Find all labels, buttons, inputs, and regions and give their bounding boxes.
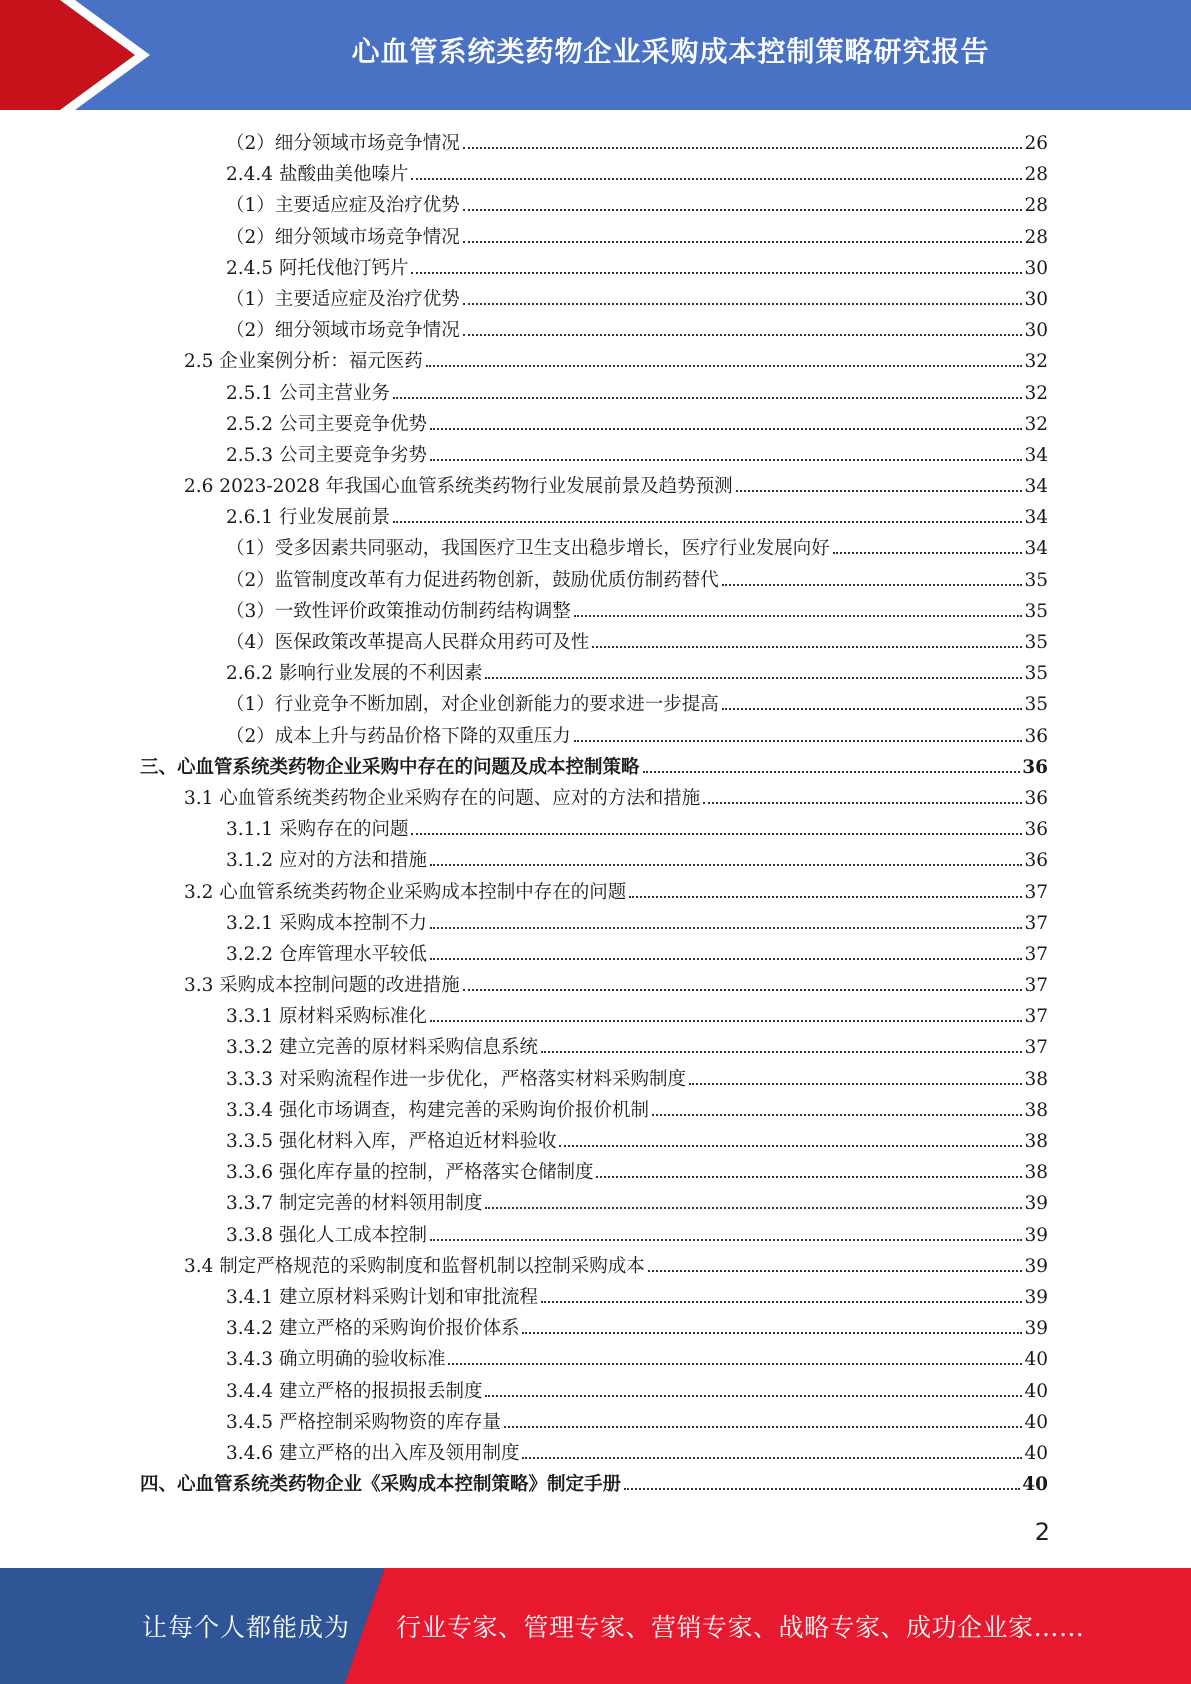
toc-entry[interactable] <box>140 689 1048 720</box>
toc-entry[interactable] <box>140 1282 1048 1313</box>
toc-dot-leader <box>736 489 1023 492</box>
toc-dot-leader <box>574 739 1023 742</box>
toc-dot-leader <box>448 1362 1022 1365</box>
toc-entry-page: 40 <box>1024 1442 1048 1464</box>
toc-entry[interactable] <box>140 1313 1048 1344</box>
toc-entry-page: 39 <box>1024 1255 1048 1277</box>
toc-entry-page: 35 <box>1024 694 1048 716</box>
toc-entry[interactable] <box>140 159 1048 190</box>
toc-entry-page: 36 <box>1024 725 1048 747</box>
toc-entry-label: 3.3.7 制定完善的材料领用制度 <box>226 1193 483 1215</box>
toc-entry[interactable] <box>140 1126 1048 1157</box>
toc-dot-leader <box>393 396 1022 399</box>
toc-entry-page: 30 <box>1024 288 1048 310</box>
toc-entry-label: 3.1.2 应对的方法和措施 <box>226 850 427 872</box>
toc-entry-label: （2）细分领域市场竞争情况 <box>226 320 460 342</box>
toc-dot-leader <box>393 520 1022 523</box>
toc-entry-label: 2.5.3 公司主要竞争劣势 <box>226 444 427 466</box>
toc-entry-label: 3.4.4 建立严格的报损报丢制度 <box>226 1380 483 1402</box>
toc-entry[interactable] <box>140 565 1048 596</box>
toc-dot-leader <box>463 146 1023 149</box>
toc-dot-leader <box>629 895 1022 898</box>
toc-entry-label: 3.3.5 强化材料入库，严格迫近材料验收 <box>226 1131 557 1152</box>
toc-dot-leader <box>430 926 1022 929</box>
toc-entry[interactable] <box>140 1438 1048 1469</box>
toc-entry-page: 40 <box>1022 1474 1048 1496</box>
toc-entry-label: （3）一致性评价政策推动仿制药结构调整 <box>226 600 571 622</box>
toc-entry-page: 40 <box>1024 1349 1048 1371</box>
toc-entry-label: 3.2 心血管系统类药物企业采购成本控制中存在的问题 <box>184 881 627 903</box>
table-of-contents <box>140 128 1048 1500</box>
toc-entry-label: 3.3.4 强化市场调查，构建完善的采购询价报价机制 <box>226 1099 649 1121</box>
footer-slogan-right: 行业专家、管理专家、营销专家、战略专家、成功企业家…… <box>396 1613 1085 1642</box>
toc-entry-label: 3.2.2 仓库管理水平较低 <box>226 943 427 965</box>
toc-entry-page: 36 <box>1024 850 1048 872</box>
toc-entry-label: 3.4.6 建立严格的出入库及领用制度 <box>226 1442 520 1464</box>
toc-entry-page: 34 <box>1024 476 1048 498</box>
toc-entry[interactable] <box>140 1220 1048 1251</box>
toc-entry[interactable] <box>140 1157 1048 1188</box>
toc-dot-leader <box>430 458 1022 461</box>
toc-entry-label: （4）医保政策改革提高人民群众用药可及性 <box>226 632 590 653</box>
toc-entry[interactable] <box>140 128 1048 159</box>
toc-entry-page: 35 <box>1024 632 1048 653</box>
toc-entry[interactable] <box>140 1376 1048 1407</box>
toc-entry[interactable] <box>140 658 1048 689</box>
toc-dot-leader <box>430 1238 1022 1241</box>
toc-dot-leader <box>463 208 1023 211</box>
toc-entry[interactable] <box>140 627 1048 658</box>
toc-entry[interactable] <box>140 315 1048 346</box>
toc-entry-page: 32 <box>1024 382 1048 404</box>
toc-entry-page: 37 <box>1024 912 1048 934</box>
toc-entry[interactable] <box>140 502 1048 533</box>
toc-entry[interactable] <box>140 1251 1048 1282</box>
page-number: 2 <box>1034 1518 1050 1546</box>
page-footer <box>0 1568 1191 1684</box>
toc-entry-page: 38 <box>1024 1131 1048 1152</box>
toc-entry[interactable] <box>140 877 1048 908</box>
toc-dot-leader <box>522 1331 1022 1334</box>
toc-entry-label: 2.5.2 公司主要竞争优势 <box>226 413 427 435</box>
toc-entry-page: 34 <box>1024 444 1048 466</box>
toc-entry-label: 四、心血管系统类药物企业《采购成本控制策略》制定手册 <box>140 1474 622 1496</box>
toc-entry-page: 36 <box>1024 819 1048 841</box>
toc-entry-label: 3.4.5 严格控制采购物资的库存量 <box>226 1411 501 1433</box>
toc-dot-leader <box>463 988 1023 991</box>
toc-dot-leader <box>722 707 1023 710</box>
toc-entry-page: 37 <box>1024 1037 1048 1059</box>
toc-entry-page: 30 <box>1024 257 1048 279</box>
toc-entry-label: 3.4 制定严格规范的采购制度和监督机制以控制采购成本 <box>184 1255 645 1277</box>
toc-entry-page: 39 <box>1024 1286 1048 1308</box>
toc-dot-leader <box>596 1175 1022 1178</box>
toc-entry-label: 2.4.4 盐酸曲美他嗪片 <box>226 164 409 186</box>
toc-entry[interactable] <box>140 783 1048 814</box>
toc-entry-page: 39 <box>1024 1224 1048 1246</box>
toc-entry-page: 37 <box>1024 975 1048 997</box>
toc-entry[interactable] <box>140 378 1048 409</box>
toc-entry-page: 39 <box>1024 1318 1048 1340</box>
toc-dot-leader <box>485 676 1022 679</box>
toc-entry-label: （1）主要适应症及治疗优势 <box>226 288 460 310</box>
toc-dot-leader <box>541 1300 1022 1303</box>
toc-entry-label: 2.5 企业案例分析：福元医药 <box>184 351 423 373</box>
toc-entry-label: 3.2.1 采购成本控制不力 <box>226 912 427 934</box>
toc-entry-label: （1）受多因素共同驱动，我国医疗卫生支出稳步增长，医疗行业发展向好 <box>226 538 830 560</box>
header-title: 心血管系统类药物企业采购成本控制策略研究报告 <box>351 35 990 68</box>
toc-entry-label: （2）细分领域市场竞争情况 <box>226 133 460 154</box>
toc-dot-leader <box>463 240 1023 243</box>
toc-dot-leader <box>463 302 1023 305</box>
toc-entry-page: 40 <box>1024 1380 1048 1402</box>
toc-entry-label: 3.4.2 建立严格的采购询价报价体系 <box>226 1318 520 1340</box>
toc-entry[interactable] <box>140 284 1048 315</box>
toc-entry-page: 26 <box>1024 133 1048 154</box>
toc-dot-leader <box>411 271 1022 274</box>
toc-dot-leader <box>522 1456 1022 1459</box>
toc-entry-label: 三、心血管系统类药物企业采购中存在的问题及成本控制策略 <box>140 756 640 778</box>
toc-dot-leader <box>430 1019 1022 1022</box>
toc-entry-label: 3.4.1 建立原材料采购计划和审批流程 <box>226 1286 538 1308</box>
footer-slogan-left: 让每个人都能成为 <box>142 1613 351 1642</box>
toc-entry[interactable] <box>140 1188 1048 1219</box>
toc-entry-page: 28 <box>1024 226 1048 248</box>
toc-entry-page: 36 <box>1022 756 1048 778</box>
toc-dot-leader <box>504 1425 1022 1428</box>
toc-entry-label: 2.4.5 阿托伐他汀钙片 <box>226 257 409 279</box>
toc-entry-page: 35 <box>1024 600 1048 622</box>
toc-entry[interactable] <box>140 752 1048 783</box>
toc-dot-leader <box>541 1050 1022 1053</box>
toc-dot-leader <box>559 1144 1022 1147</box>
toc-entry-label: 2.6.1 行业发展前景 <box>226 507 390 529</box>
toc-entry[interactable] <box>140 970 1048 1001</box>
toc-entry-label: 3.3.1 原材料采购标准化 <box>226 1006 427 1028</box>
toc-entry[interactable] <box>140 253 1048 284</box>
toc-entry-label: 3.4.3 确立明确的验收标准 <box>226 1349 446 1371</box>
toc-entry[interactable] <box>140 1032 1048 1063</box>
toc-entry-label: 3.1 心血管系统类药物企业采购存在的问题、应对的方法和措施 <box>184 787 701 809</box>
toc-entry-label: 3.1.1 采购存在的问题 <box>226 819 409 841</box>
toc-entry[interactable] <box>140 409 1048 440</box>
toc-dot-leader <box>689 1082 1022 1085</box>
toc-entry-label: 3.3.8 强化人工成本控制 <box>226 1224 427 1246</box>
toc-entry[interactable] <box>140 1344 1048 1375</box>
toc-entry[interactable] <box>140 533 1048 564</box>
toc-entry[interactable] <box>140 939 1048 970</box>
toc-dot-leader <box>833 551 1023 554</box>
toc-entry-label: （1）主要适应症及治疗优势 <box>226 195 460 217</box>
toc-dot-leader <box>485 1206 1022 1209</box>
toc-entry-label: 2.6.2 影响行业发展的不利因素 <box>226 663 483 685</box>
toc-dot-leader <box>463 333 1023 336</box>
toc-entry-page: 36 <box>1024 787 1048 809</box>
toc-entry-label: （2）成本上升与药品价格下降的双重压力 <box>226 725 571 747</box>
toc-entry-page: 32 <box>1024 351 1048 373</box>
toc-dot-leader <box>485 1394 1022 1397</box>
toc-entry-page: 37 <box>1024 943 1048 965</box>
toc-dot-leader <box>648 1269 1023 1272</box>
toc-entry-label: 3.3.2 建立完善的原材料采购信息系统 <box>226 1037 538 1059</box>
toc-entry[interactable] <box>140 814 1048 845</box>
toc-entry-page: 38 <box>1024 1162 1048 1184</box>
toc-entry[interactable] <box>140 1469 1048 1500</box>
toc-entry[interactable] <box>140 346 1048 377</box>
toc-dot-leader <box>643 770 1021 773</box>
toc-dot-leader <box>652 1113 1022 1116</box>
toc-entry-page: 35 <box>1024 569 1048 591</box>
toc-entry[interactable] <box>140 908 1048 939</box>
toc-entry-label: 2.5.1 公司主营业务 <box>226 382 390 404</box>
toc-dot-leader <box>624 1487 1020 1490</box>
header-chevron-decoration <box>0 0 160 110</box>
toc-entry-label: （2）细分领域市场竞争情况 <box>226 226 460 248</box>
toc-entry[interactable] <box>140 222 1048 253</box>
toc-entry[interactable] <box>140 1064 1048 1095</box>
toc-entry-label: （1）行业竞争不断加剧，对企业创新能力的要求进一步提高 <box>226 694 719 716</box>
toc-entry-label: 3.3.3 对采购流程作进一步优化，严格落实材料采购制度 <box>226 1068 686 1090</box>
toc-dot-leader <box>411 832 1022 835</box>
toc-entry-page: 28 <box>1024 164 1048 186</box>
toc-entry[interactable] <box>140 190 1048 221</box>
toc-entry-page: 35 <box>1024 663 1048 685</box>
toc-entry[interactable] <box>140 596 1048 627</box>
toc-entry-label: 3.3.6 强化库存量的控制，严格落实仓储制度 <box>226 1162 594 1184</box>
toc-entry-page: 34 <box>1024 538 1048 560</box>
toc-entry-page: 37 <box>1024 881 1048 903</box>
toc-entry[interactable] <box>140 721 1048 752</box>
toc-entry[interactable] <box>140 471 1048 502</box>
toc-entry[interactable] <box>140 440 1048 471</box>
toc-entry-page: 34 <box>1024 507 1048 529</box>
toc-entry-page: 30 <box>1024 320 1048 342</box>
toc-dot-leader <box>430 957 1022 960</box>
toc-entry[interactable] <box>140 845 1048 876</box>
toc-entry-page: 32 <box>1024 413 1048 435</box>
toc-dot-leader <box>430 427 1022 430</box>
toc-entry-label: 3.3 采购成本控制问题的改进措施 <box>184 975 460 997</box>
toc-dot-leader <box>426 364 1023 367</box>
toc-entry-page: 38 <box>1024 1099 1048 1121</box>
toc-dot-leader <box>430 863 1022 866</box>
toc-entry-page: 38 <box>1024 1068 1048 1090</box>
toc-dot-leader <box>722 583 1023 586</box>
toc-entry-page: 39 <box>1024 1193 1048 1215</box>
toc-entry-page: 28 <box>1024 195 1048 217</box>
page-header <box>0 0 1191 110</box>
toc-entry[interactable] <box>140 1407 1048 1438</box>
toc-entry[interactable] <box>140 1095 1048 1126</box>
toc-dot-leader <box>574 614 1023 617</box>
toc-entry-page: 40 <box>1024 1411 1048 1433</box>
toc-dot-leader <box>703 801 1022 804</box>
toc-dot-leader <box>592 645 1022 648</box>
toc-entry-label: （2）监管制度改革有力促进药物创新，鼓励优质仿制药替代 <box>226 569 719 591</box>
toc-entry[interactable] <box>140 1001 1048 1032</box>
toc-dot-leader <box>411 177 1022 180</box>
toc-entry-page: 37 <box>1024 1006 1048 1028</box>
toc-entry-label: 2.6 2023-2028 年我国心血管系统类药物行业发展前景及趋势预测 <box>184 476 733 498</box>
